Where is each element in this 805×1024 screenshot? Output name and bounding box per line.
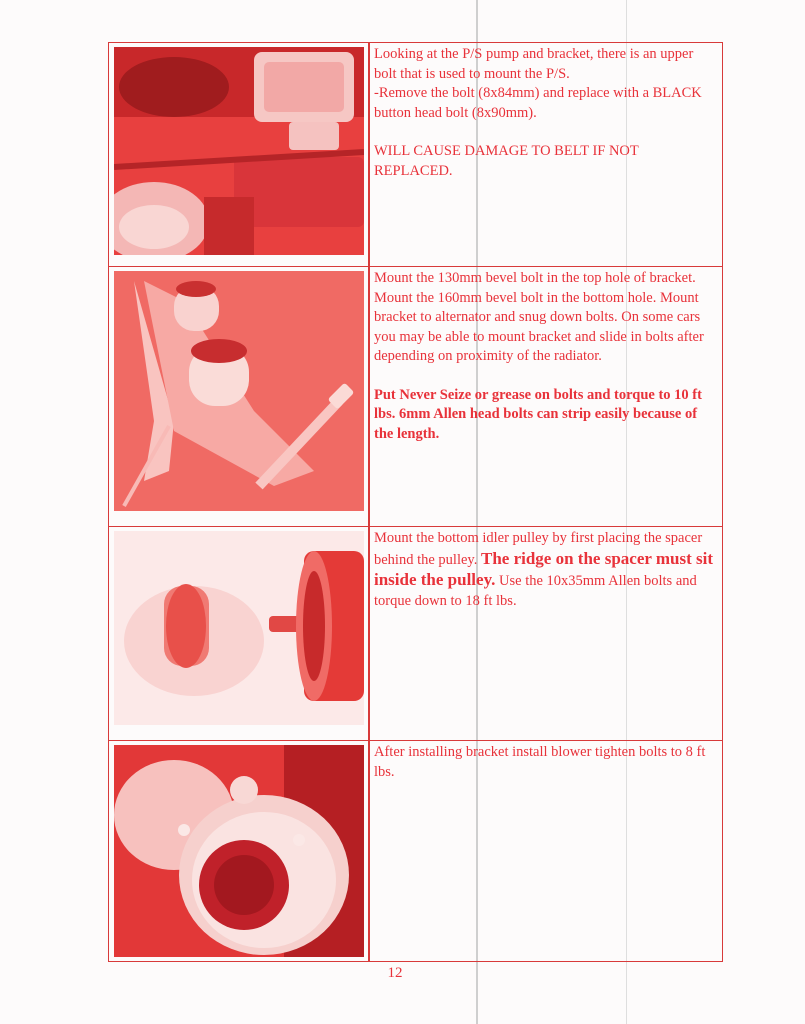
column-divider [368,267,370,526]
step-row [109,43,722,267]
step-paragraph: Mount the 130mm bevel bolt in the top hole of bracket. Mount the 160mm bevel bolt in the bottom hole. Mount bracket to alternator and snug down bolts. On some cars you may be able to mount bracket and slide in bolts after depending on proximity of the radiator. [374,270,704,364]
step-paragraph: After installing bracket install blower tighten bolts to 8 ft lbs. [374,744,706,780]
step-row [109,267,722,527]
blower-install-photo [114,745,364,957]
column-divider [368,527,370,740]
step-text-post: Use the 10x35mm Allen bolts and torque down to 18 ft lbs. [374,573,697,609]
column-divider [368,43,370,266]
step-paragraph [374,529,716,611]
bracket-bolts-photo [114,271,364,511]
step-text-pre: Mount the bottom idler pulley by first placing the spacer behind the pulley. [374,530,703,568]
step-text [374,45,716,181]
step-text [374,529,716,611]
step-row [109,741,722,961]
step-text [374,743,716,782]
step-line: -Remove the bolt (8x84mm) and replace with a BLACK button head bolt (8x90mm). [374,85,702,121]
step-row [109,527,722,741]
ps-pump-photo [114,47,364,255]
page-number: 12 [387,965,403,981]
step-line: Looking at the P/S pump and bracket, there is an upper bolt that is used to mount the P/S. [374,46,694,82]
column-divider [368,741,370,961]
step-text [374,269,716,444]
emphasis-text: The ridge on the spacer must sit inside the pulley. [374,548,713,589]
idler-pulley-photo [114,531,364,725]
torque-note: Put Never Seize or grease on bolts and torque to 10 ft lbs. 6mm Allen head bolts can strip easily because of the length. [374,386,702,442]
instruction-table [108,42,723,962]
warning-text: WILL CAUSE DAMAGE TO BELT IF NOT REPLACED. [374,143,639,179]
